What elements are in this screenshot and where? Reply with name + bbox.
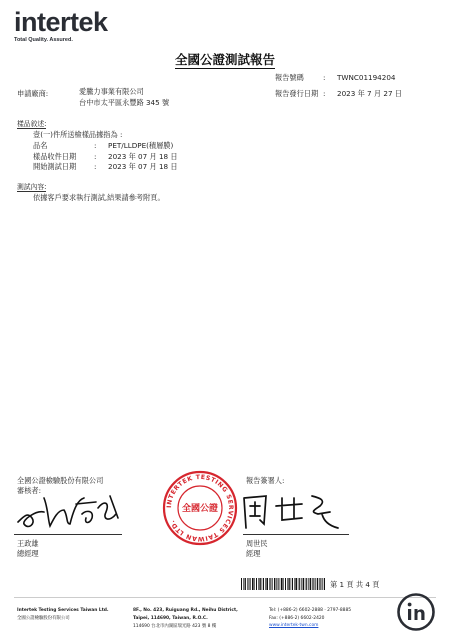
applicant-label: 申請廠商: [17,89,49,98]
page-current: 1 [339,580,345,589]
footer-fax: Fax: (+886-2) 6602-2420 [269,616,325,621]
colon: : [323,73,326,82]
test-start-date-label: 開始測試日期 [33,162,77,171]
page-total: 4 [365,580,370,589]
signatory-line [243,534,349,535]
reviewer-title: 總經理 [17,549,39,558]
page-indicator: 第 1 頁 共 4 頁 [330,580,380,589]
left-company: 全國公證檢驗股份有限公司 [17,476,104,485]
reviewer-label: 審核者: [17,486,41,495]
received-date-value: 2023 年 07 月 18 日 [108,152,178,161]
footer-company-en: Intertek Testing Services Taiwan Ltd. [17,608,109,613]
signatory-name: 周世民 [246,539,268,548]
signatory-title: 經理 [246,549,261,558]
reviewer-line [14,534,122,535]
signatory-signature [236,488,346,534]
brand-tagline: Total Quality. Assured. [14,37,73,43]
sample-name-label: 品名 [33,141,48,150]
footer-address-zh: 114690 台北市內湖區瑞光路 423 號 8 樓 [133,624,217,629]
applicant-address: 台中市太平區永豐路 345 號 [79,98,170,107]
company-seal-stamp [162,470,238,546]
sample-heading: 樣品敘述: [17,120,47,128]
barcode [241,578,325,590]
applicant-name: 愛騰力事業有限公司 [79,87,144,96]
footer-address-en-2: Taipei, 114690, Taiwan, R.O.C. [133,616,208,621]
report-number-label: 報告號碼 [275,73,304,82]
colon: : [94,152,97,161]
report-number-value: TWNC01194204 [337,73,396,82]
reviewer-signature [14,488,134,534]
colon: : [94,162,97,171]
report-date-label: 報告發行日期 [275,89,319,98]
intertek-logo [14,8,108,43]
footer-tel: Tel: (+886-2) 6602-2888 · 2797-8885 [269,608,352,613]
sample-name-value: PET/LLDPE(積層膜) [108,141,174,150]
sample-intro: 壹(一)件所送檢樣品據指為 : [33,130,123,139]
seal-center-text: 全國公證 [181,504,219,514]
footer-company-zh: 全國公證檢驗股份有限公司 [17,616,70,621]
report-date-value: 2023 年 7 月 27 日 [337,89,402,98]
received-date-label: 樣品收件日期 [33,152,77,161]
colon: : [94,141,97,150]
intertek-in-badge-icon [396,592,436,632]
test-heading: 測試內容: [17,183,47,191]
test-body: 依據客戶要求執行測試,結果請參考附頁。 [33,193,165,202]
footer-address-en-1: 8F., No. 423, Ruiguang Rd., Neihu District, [133,608,238,613]
footer-website-link[interactable]: www.intertek-twn.com [269,623,319,628]
report-title: 全國公證測試報告 [174,52,275,67]
reviewer-name: 王政雄 [17,539,39,548]
footer-divider [14,597,436,598]
colon: : [323,89,326,98]
signatory-label: 報告簽署人: [246,476,285,485]
test-start-date-value: 2023 年 07 月 18 日 [108,162,178,171]
brand-name: intertek [14,7,108,37]
seal-ring-text: INTERTEK TESTING SERVICES TAIWAN LTD. [165,473,235,543]
